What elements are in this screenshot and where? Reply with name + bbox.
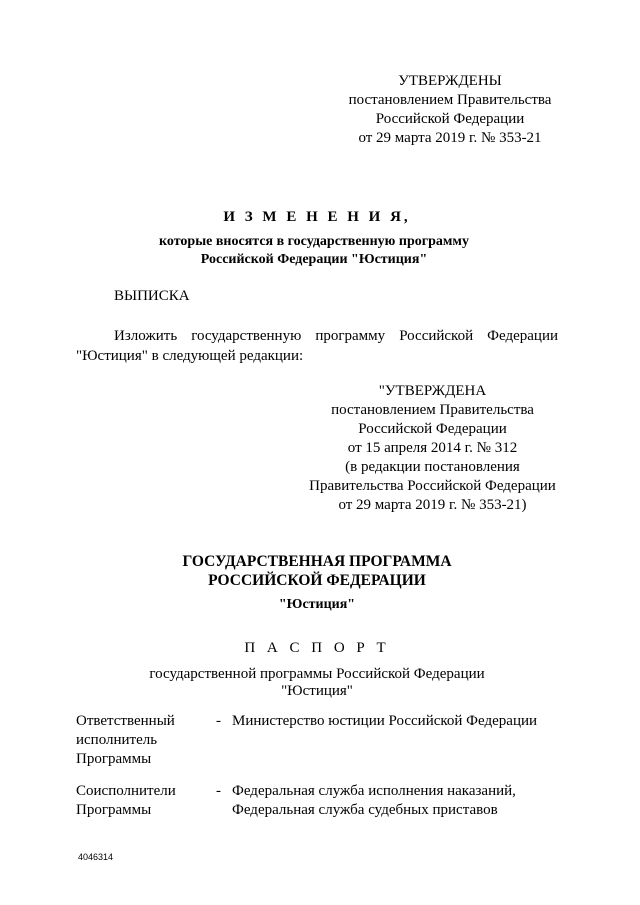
approval-line: от 15 апреля 2014 г. № 312 bbox=[347, 440, 518, 456]
program-title-line2: РОССИЙСКОЙ ФЕДЕРАЦИИ bbox=[208, 572, 426, 589]
row-label-line: Соисполнители bbox=[76, 783, 176, 799]
program-title-line1: ГОСУДАРСТВЕННАЯ ПРОГРАММА bbox=[182, 553, 452, 570]
approval-heading: УТВЕРЖДЕНЫ bbox=[398, 73, 502, 89]
passport-subtitle-line1: государственной программы Российской Федерации bbox=[149, 666, 485, 682]
row-label-line: Программы bbox=[76, 802, 152, 818]
approval-block-top bbox=[340, 72, 560, 148]
approval-line: Российской Федерации bbox=[358, 421, 507, 437]
changes-title: И З М Е Н Е Н И Я, bbox=[223, 209, 411, 225]
approval-line: постановлением Правительства bbox=[348, 92, 552, 108]
approval-line: Правительства Российской Федерации bbox=[309, 478, 556, 494]
instruction-paragraph bbox=[76, 326, 558, 366]
approval-line: от 29 марта 2019 г. № 353-21) bbox=[338, 497, 527, 513]
row-value-line: Федеральная служба исполнения наказаний, bbox=[232, 783, 516, 799]
row-label-line: Программы bbox=[76, 751, 152, 767]
row-label-line: Ответственный bbox=[76, 713, 175, 729]
paragraph-line2: "Юстиция" в следующей редакции: bbox=[76, 348, 304, 364]
extract-label: ВЫПИСКА bbox=[114, 288, 190, 304]
passport-title: П А С П О Р Т bbox=[244, 640, 390, 656]
approval-line: постановлением Правительства bbox=[331, 402, 534, 418]
changes-subtitle-line1: которые вносятся в государственную программу bbox=[159, 234, 469, 249]
approval-line: (в редакции постановления bbox=[345, 459, 520, 475]
row-label bbox=[76, 782, 206, 820]
row-value-line: Министерство юстиции Российской Федерации bbox=[232, 713, 538, 729]
approval-heading: "УТВЕРЖДЕНА bbox=[378, 383, 487, 399]
row-value-line: Федеральная служба судебных приставов bbox=[232, 802, 498, 818]
passport-subtitle-line2: "Юстиция" bbox=[281, 683, 353, 699]
row-value bbox=[232, 782, 516, 820]
row-dash: - bbox=[216, 783, 221, 799]
row-label-line: исполнитель bbox=[76, 732, 158, 748]
program-name: "Юстиция" bbox=[278, 597, 356, 612]
row-value bbox=[232, 712, 537, 731]
row-label bbox=[76, 712, 206, 769]
document-code: 4046314 bbox=[78, 852, 114, 862]
approval-block-second bbox=[305, 382, 560, 515]
row-dash: - bbox=[216, 713, 221, 729]
approval-line: от 29 марта 2019 г. № 353-21 bbox=[358, 130, 542, 146]
approval-line: Российской Федерации bbox=[375, 111, 525, 127]
paragraph-line1: Изложить государственную программу Российской Федерации bbox=[114, 328, 558, 344]
changes-subtitle-line2: Российской Федерации "Юстиция" bbox=[200, 252, 428, 267]
